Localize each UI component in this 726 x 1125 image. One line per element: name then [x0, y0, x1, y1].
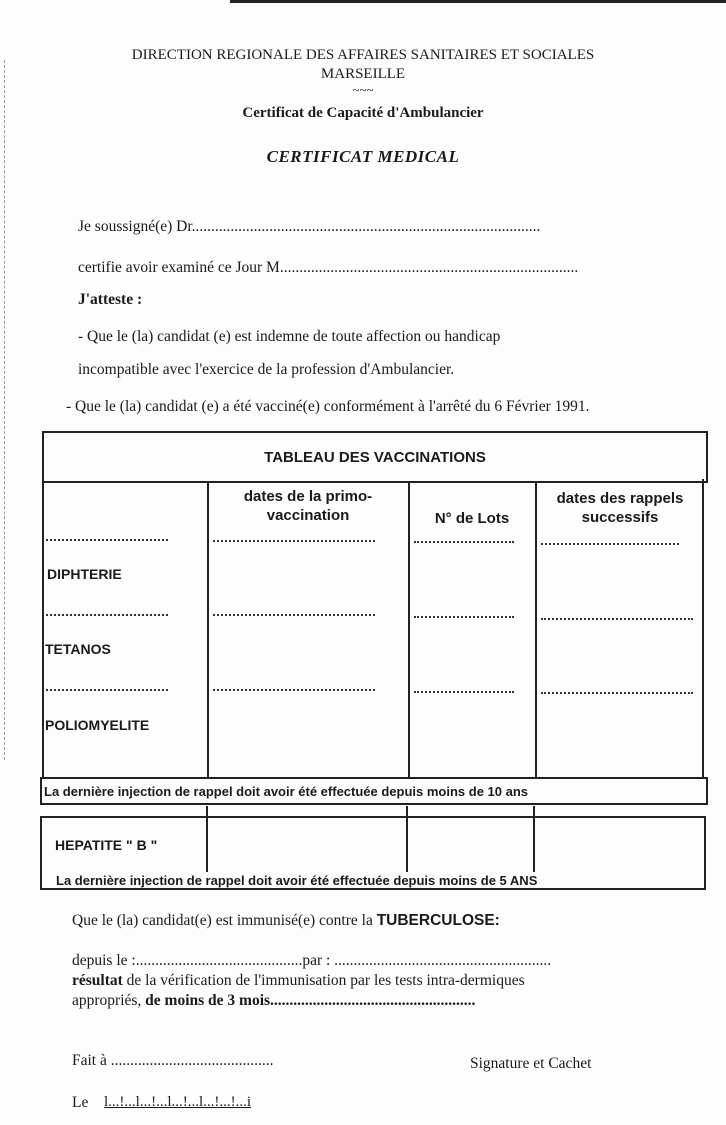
- col-lots: N° de Lots: [434, 510, 510, 527]
- incompatible-line: incompatible avec l'exercice de la profession d'Ambulancier.: [78, 361, 455, 378]
- signature-label: Signature et Cachet: [470, 1055, 592, 1072]
- scan-top-edge: [230, 0, 726, 3]
- note-5-ans: La dernière injection de rappel doit avoir été effectuée depuis moins de 5 ANS: [56, 873, 538, 888]
- appropries-line: [72, 992, 475, 1010]
- note-10-ans: La dernière injection de rappel doit avoir été effectuée depuis moins de 10 ans: [44, 784, 529, 799]
- header-subtitle: Certificat de Capacité d'Ambulancier: [242, 105, 484, 121]
- col-primo-vaccination: dates de la primo-vaccination: [243, 488, 373, 524]
- tuberculose-line: [72, 912, 500, 930]
- moins-3-mois: de moins de 3 mois.....................................................: [145, 992, 476, 1009]
- header-direction: DIRECTION REGIONALE DES AFFAIRES SANITAIRES ET SOCIALES: [131, 47, 595, 63]
- row-hepatite-b: HEPATITE " B ": [55, 837, 158, 853]
- resultat-label: résultat: [72, 972, 123, 989]
- date-boxes: l...!...l...!...l...!...l...!...!...i: [104, 1094, 252, 1110]
- depuis-line: depuis le :...........................................par : ........................................................: [72, 952, 552, 969]
- page-title: CERTIFICAT MEDICAL: [266, 147, 460, 166]
- patient-line: certifie avoir examiné ce Jour M.............................................................................: [78, 259, 579, 276]
- appropries-text: appropriés,: [72, 992, 146, 1009]
- row-tetanos: TETANOS: [45, 641, 111, 657]
- fait-a-line: Fait à ..........................................: [72, 1052, 274, 1069]
- tuberculose-intro: Que le (la) candidat(e) est immunisé(e) contre la: [72, 912, 377, 929]
- table-title: TABLEAU DES VACCINATIONS: [264, 449, 486, 466]
- col-rappels: dates des rappels successifs: [556, 490, 684, 526]
- header-city: MARSEILLE: [320, 66, 406, 82]
- tuberculose-label: TUBERCULOSE:: [376, 912, 500, 929]
- col-divider-1: [207, 482, 209, 777]
- le-label: Le: [72, 1094, 89, 1111]
- doctor-line: Je soussigné(e) Dr..........................................................................................: [78, 218, 541, 235]
- indemne-line: - Que le (la) candidat (e) est indemne de toute affection ou handicap: [78, 328, 501, 345]
- header-ornament: ~~~: [352, 82, 374, 97]
- col-divider-3: [535, 482, 537, 777]
- resultat-text: de la vérification de l'immunisation par les tests intra-dermiques: [122, 972, 525, 989]
- row-diphterie: DIPHTERIE: [47, 566, 122, 582]
- row-poliomyelite: POLIOMYELITE: [45, 717, 150, 733]
- atteste-heading: J'atteste :: [78, 291, 143, 308]
- vaccine-line: - Que le (la) candidat (e) a été vacciné(e) conformément à l'arrêté du 6 Février 1991.: [66, 398, 590, 415]
- resultat-line: [72, 972, 525, 990]
